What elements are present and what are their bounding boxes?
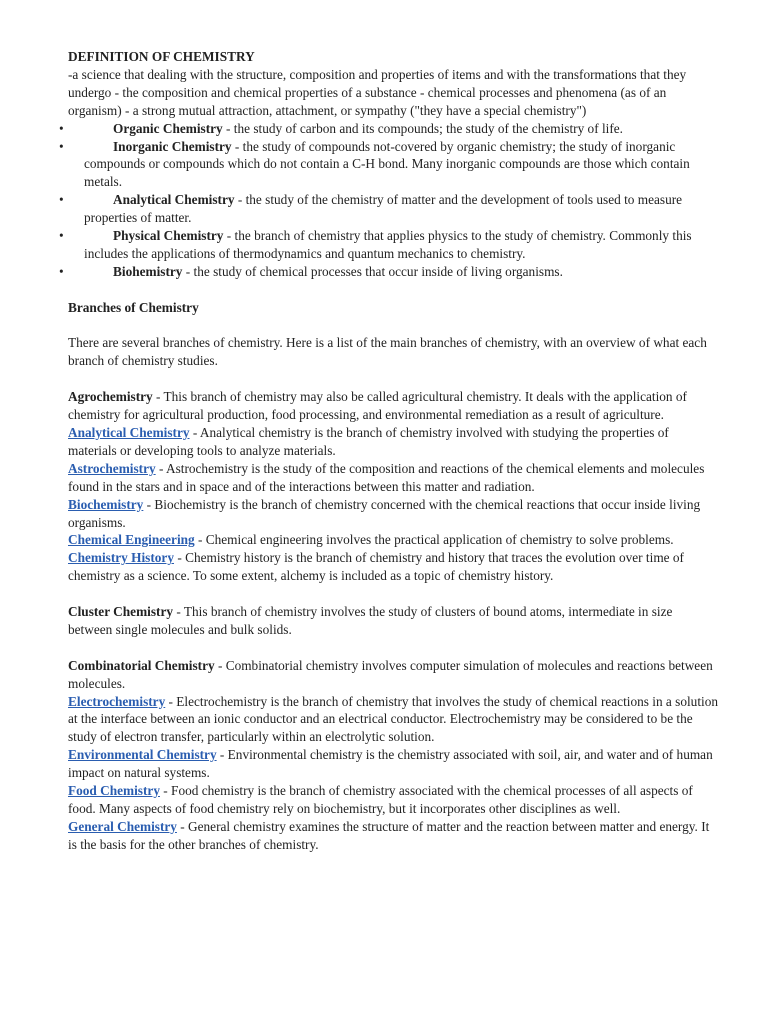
branches-intro: There are several branches of chemistry. Here is a list of the main branches of chemistry, with an overview of what each branch of chemistry studies. bbox=[68, 335, 707, 369]
branch-entry bbox=[68, 818, 720, 854]
definition-term: Inorganic Chemistry bbox=[113, 138, 232, 154]
definition-desc: - the study of carbon and its compounds; the study of the chemistry of life. bbox=[222, 120, 623, 136]
branch-desc: - Food chemistry is the branch of chemistry associated with the chemical processes of all aspects of food. Many aspects of food chemistry rely on biochemistry, but it incorporates other disciplines as well. bbox=[68, 783, 693, 816]
list-item bbox=[59, 263, 720, 281]
spacer bbox=[68, 585, 720, 603]
branch-desc: - This branch of chemistry involves the study of clusters of bound atoms, intermediate in size between single molecules and bulk solids. bbox=[68, 604, 673, 637]
branch-desc: - Electrochemistry is the branch of chemistry that involves the study of chemical reactions in a solution at the interface between an ionic conductor and an electrical conductor. Electrochemistry may be considered to be the study of electron transfer, particularly within an electrolytic solution. bbox=[68, 693, 719, 745]
branch-term: Cluster Chemistry bbox=[68, 604, 174, 620]
branch-link-food-chemistry[interactable]: Food Chemistry bbox=[68, 783, 160, 799]
branch-entry bbox=[68, 603, 720, 639]
branch-link-chemistry-history[interactable]: Chemistry History bbox=[68, 550, 174, 566]
definition-list bbox=[59, 120, 720, 281]
branch-entry bbox=[68, 549, 720, 585]
list-item bbox=[59, 191, 720, 227]
spacer bbox=[68, 281, 720, 299]
branch-desc: - Environmental chemistry is the chemistry associated with soil, air, and water and of human impact on natural systems. bbox=[68, 747, 713, 781]
list-item bbox=[59, 120, 720, 138]
branch-desc: - Biochemistry is the branch of chemistry concerned with the chemical reactions that occur inside living organisms. bbox=[68, 496, 701, 530]
branch-entry bbox=[68, 424, 720, 460]
spacer bbox=[68, 317, 720, 335]
definition-term: Physical Chemistry bbox=[113, 228, 224, 244]
branch-desc: - This branch of chemistry may also be called agricultural chemistry. It deals with the application of chemistry for agricultural production, food processing, and environmental remediation as a result of agriculture. bbox=[68, 389, 687, 423]
branch-entry bbox=[68, 496, 720, 532]
branch-desc: - Combinatorial chemistry involves computer simulation of molecules and reactions between molecules. bbox=[68, 657, 713, 691]
branch-link-astrochemistry[interactable]: Astrochemistry bbox=[68, 460, 156, 476]
branch-entry bbox=[68, 460, 720, 496]
branch-entry bbox=[68, 531, 720, 549]
branch-entry bbox=[68, 388, 720, 424]
branch-entry bbox=[68, 782, 720, 818]
branch-desc: - Chemistry history is the branch of chemistry and history that traces the evolution over time of chemistry as a science. To some extent, alchemy is included as a topic of chemistry history. bbox=[68, 550, 684, 584]
branch-entry bbox=[68, 693, 720, 747]
branch-desc: - General chemistry examines the structure of matter and the reaction between matter and energy. It is the basis for the other branches of chemistry. bbox=[68, 818, 710, 852]
list-item bbox=[59, 227, 720, 263]
spacer bbox=[68, 639, 720, 657]
document-heading: DEFINITION OF CHEMISTRY bbox=[68, 49, 255, 64]
definition-desc: - the study of chemical processes that occur inside of living organisms. bbox=[182, 263, 563, 279]
branch-link-chemical-engineering[interactable]: Chemical Engineering bbox=[68, 532, 195, 548]
branch-link-analytical-chemistry[interactable]: Analytical Chemistry bbox=[68, 424, 190, 440]
definition-term: Biohemistry bbox=[113, 263, 183, 279]
branch-desc: - Analytical chemistry is the branch of chemistry involved with studying the properties of materials or developing tools to analyze materials. bbox=[68, 424, 669, 458]
bullet-icon: • bbox=[59, 120, 64, 136]
branch-link-general-chemistry[interactable]: General Chemistry bbox=[68, 818, 177, 834]
definition-desc: - the study of compounds not-covered by organic chemistry; the study of inorganic compounds or compounds which do not contain a C-H bond. Many inorganic compounds are those which contain metals. bbox=[84, 138, 690, 190]
section-heading: Branches of Chemistry bbox=[68, 299, 199, 315]
branch-term: Combinatorial Chemistry bbox=[68, 657, 215, 673]
branch-desc: - Astrochemistry is the study of the composition and reactions of the chemical elements and molecules found in the stars and in space and of the interactions between this matter and radiation. bbox=[68, 460, 705, 494]
branch-desc: - Chemical engineering involves the practical application of chemistry to solve problems. bbox=[194, 532, 674, 548]
branch-entry bbox=[68, 746, 720, 782]
spacer bbox=[68, 370, 720, 388]
bullet-icon: • bbox=[59, 138, 64, 154]
definition-term: Analytical Chemistry bbox=[113, 192, 235, 208]
branch-entry bbox=[68, 657, 720, 693]
definition-desc: - the study of the chemistry of matter and the development of tools used to measure properties of matter. bbox=[84, 192, 683, 226]
branch-term: Agrochemistry bbox=[68, 389, 153, 405]
bullet-icon: • bbox=[59, 263, 64, 279]
list-item bbox=[59, 138, 720, 192]
chemistry-definition: -a science that dealing with the structure, composition and properties of items and with the transformations that they undergo - the composition and chemical properties of a substance - chemical processes and phenomena (as of an organism) - a strong mutual attraction, attachment, or sympathy ("they have a special chemistry") bbox=[68, 66, 687, 118]
branch-link-biochemistry[interactable]: Biochemistry bbox=[68, 496, 144, 512]
branch-link-environmental-chemistry[interactable]: Environmental Chemistry bbox=[68, 747, 217, 763]
definition-desc: - the branch of chemistry that applies physics to the study of chemistry. Commonly this includes the applications of thermodynamics and quantum mechanics to chemistry. bbox=[84, 228, 692, 261]
bullet-icon: • bbox=[59, 192, 64, 208]
definition-term: Organic Chemistry bbox=[113, 120, 223, 136]
branch-link-electrochemistry[interactable]: Electrochemistry bbox=[68, 693, 166, 709]
bullet-icon: • bbox=[59, 228, 64, 244]
